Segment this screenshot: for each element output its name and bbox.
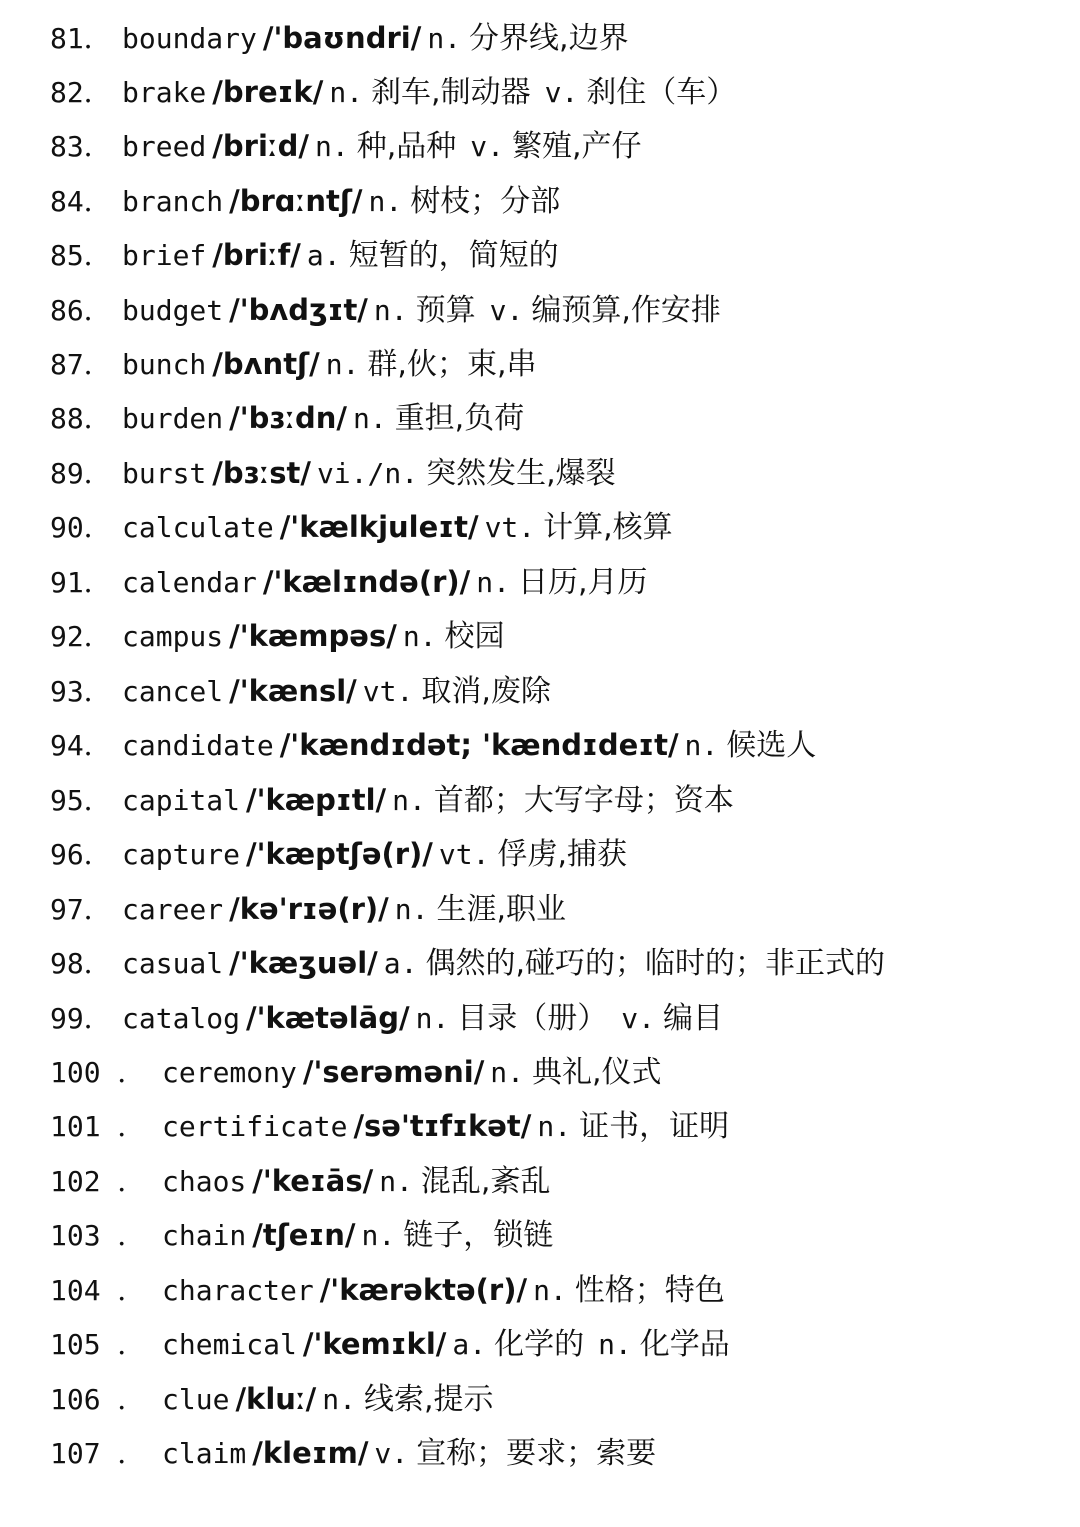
entry-phonetic: /'keɪās/ (252, 1164, 374, 1198)
entry-pos: n. (476, 566, 510, 599)
entry-number: 97． (50, 893, 112, 926)
entry-pos: n. (315, 130, 349, 163)
entry-word: claim (162, 1437, 247, 1470)
entry-number: 90． (50, 511, 112, 544)
vocab-entry-99 (50, 991, 737, 1045)
entry-phonetic: /'kætəlāg/ (246, 1001, 410, 1035)
entry-phonetic: /kə'rɪə(r)/ (229, 892, 389, 926)
entry-phonetic: /'bɜːdn/ (229, 401, 347, 435)
entry-number: 105 ． (50, 1328, 146, 1361)
entry-word: calendar (122, 566, 257, 599)
vocab-entry-91 (50, 555, 662, 609)
entry-meaning: 刹车,制动器 (371, 75, 531, 110)
entry-word: casual (122, 947, 224, 980)
entry-phonetic: /'kæʒuəl/ (229, 946, 378, 980)
entry-word: ceremony (162, 1056, 297, 1089)
vocab-entry-92 (50, 609, 519, 663)
entry-word: boundary (122, 22, 257, 55)
entry-word: certificate (162, 1110, 348, 1143)
entry-word: campus (122, 620, 224, 653)
entry-word: chemical (162, 1328, 297, 1361)
vocab-entry-96 (50, 827, 641, 881)
vocab-entry-85 (50, 228, 573, 282)
entry-meaning-2: 繁殖,产仔 (512, 129, 642, 164)
entry-phonetic: /kleɪm/ (252, 1436, 369, 1470)
vocab-entry-90 (50, 500, 687, 554)
vocab-entry-103 (50, 1208, 567, 1262)
entry-pos: n. (368, 185, 403, 218)
entry-pos: vt. (362, 675, 414, 708)
entry-number: 100 ． (50, 1056, 146, 1089)
entry-meaning-2: 化学品 (639, 1327, 730, 1362)
entry-phonetic: /'kæptʃə(r)/ (246, 837, 433, 871)
entry-pos: n. (322, 1383, 356, 1416)
entry-pos: n. (537, 1110, 572, 1143)
entry-phonetic: /'kænsl/ (229, 674, 357, 708)
entry-pos: n. (373, 294, 408, 327)
entry-number: 106 ． (50, 1383, 146, 1416)
vocab-entry-98 (50, 936, 899, 990)
entry-word: bunch (122, 348, 207, 381)
entry-meaning: 候选人 (726, 728, 817, 763)
entry-number: 98． (50, 947, 112, 980)
entry-number: 86． (50, 294, 112, 327)
entry-phonetic: /'kælkjuleɪt/ (279, 510, 479, 544)
entry-pos: n. (533, 1274, 567, 1307)
entry-number: 92． (50, 620, 112, 653)
entry-pos: a. (452, 1328, 487, 1361)
entry-number: 83． (50, 130, 112, 163)
entry-phonetic: /kluː/ (235, 1382, 317, 1416)
entry-pos: n. (415, 1002, 450, 1035)
entry-word: calculate (122, 511, 274, 544)
entry-meaning: 群,伙；束,串 (367, 347, 537, 382)
entry-meaning: 线索,提示 (363, 1382, 494, 1417)
entry-pos: n. (379, 1165, 413, 1198)
vocab-entry-87 (50, 337, 550, 391)
entry-pos: n. (402, 620, 437, 653)
vocab-entry-89 (50, 446, 630, 500)
vocab-entry-101 (50, 1099, 743, 1153)
entry-meaning: 典礼,仪式 (532, 1055, 662, 1090)
entry-phonetic: /brɑːntʃ/ (229, 184, 363, 218)
entry-pos-2: v. (621, 1002, 655, 1035)
entry-number: 95． (50, 784, 112, 817)
entry-number: 104 ． (50, 1274, 146, 1307)
entry-meaning-2: 编目 (663, 1001, 723, 1036)
vocab-entry-106 (50, 1372, 508, 1426)
entry-word: burst (122, 457, 207, 490)
entry-word: brief (122, 239, 207, 272)
vocab-entry-100 (50, 1045, 676, 1099)
vocab-entry-83 (50, 119, 656, 173)
vocab-entry-88 (50, 391, 538, 445)
entry-meaning: 目录（册） (457, 1001, 608, 1036)
entry-pos: n. (325, 348, 360, 381)
entry-meaning: 突然发生,爆裂 (426, 456, 616, 491)
entry-number: 96． (50, 838, 112, 871)
entry-number: 89． (50, 457, 112, 490)
entry-number: 81． (50, 22, 112, 55)
entry-meaning: 化学的 (494, 1327, 585, 1362)
entry-meaning: 宣称；要求；索要 (416, 1436, 657, 1471)
entry-meaning: 链子，锁链 (403, 1218, 554, 1253)
entry-phonetic: /briːf/ (212, 238, 301, 272)
entry-word: candidate (122, 729, 274, 762)
entry-number: 99． (50, 1002, 112, 1035)
entry-phonetic: /'kælɪndə(r)/ (262, 565, 471, 599)
entry-pos-2: v. (470, 130, 504, 163)
entry-word: budget (122, 294, 224, 327)
entry-pos: vi./n. (316, 457, 419, 490)
vocab-entry-97 (50, 882, 580, 936)
entry-phonetic: /bʌntʃ/ (212, 347, 320, 381)
entry-meaning: 偶然的,碰巧的；临时的；非正式的 (425, 946, 885, 981)
entry-meaning: 重担,负荷 (394, 401, 525, 436)
entry-number: 84． (50, 185, 112, 218)
entry-pos: n. (361, 1219, 396, 1252)
entry-number: 93． (50, 675, 112, 708)
entry-number: 85． (50, 239, 112, 272)
entry-word: clue (162, 1383, 230, 1416)
entry-pos-2: v. (544, 76, 579, 109)
entry-pos: n. (684, 729, 719, 762)
entry-meaning: 预算 (415, 293, 476, 328)
entry-word: capital (122, 784, 241, 817)
entry-number: 87． (50, 348, 112, 381)
entry-word: branch (122, 185, 224, 218)
entry-meaning: 短暂的，简短的 (348, 238, 559, 273)
vocab-entry-84 (50, 174, 574, 228)
entry-meaning: 首都；大写字母；资本 (433, 783, 734, 818)
entry-word: career (122, 893, 224, 926)
entry-pos-2: n. (598, 1328, 632, 1361)
entry-pos-2: v. (489, 294, 524, 327)
entry-word: catalog (122, 1002, 241, 1035)
entry-meaning: 分界线,边界 (469, 21, 629, 56)
entry-number: 107 ． (50, 1437, 146, 1470)
entry-meaning: 树枝；分部 (410, 184, 561, 219)
entry-phonetic: /'baʊndri/ (262, 21, 422, 55)
entry-meaning: 俘虏,捕获 (497, 837, 628, 872)
vocab-entry-102 (50, 1154, 564, 1208)
entry-word: burden (122, 402, 224, 435)
entry-word: chaos (162, 1165, 247, 1198)
vocab-entry-81 (50, 11, 643, 65)
vocab-entry-93 (50, 664, 565, 718)
entry-pos: a. (383, 947, 418, 980)
entry-number: 102 ． (50, 1165, 146, 1198)
entry-meaning: 证书，证明 (579, 1109, 730, 1144)
entry-pos: n. (392, 784, 426, 817)
entry-meaning-2: 编预算,作安排 (531, 293, 721, 328)
vocab-entry-107 (50, 1426, 670, 1480)
entry-word: cancel (122, 675, 224, 708)
entry-phonetic: /'kærəktə(r)/ (319, 1273, 528, 1307)
entry-phonetic: /'serəməni/ (302, 1055, 485, 1089)
entry-phonetic: /breɪk/ (212, 75, 324, 109)
entry-number: 82． (50, 76, 112, 109)
entry-phonetic: /briːd/ (212, 129, 310, 163)
vocab-entry-94 (50, 718, 830, 772)
entry-number: 94． (50, 729, 112, 762)
entry-number: 101 ． (50, 1110, 146, 1143)
entry-pos: v. (374, 1437, 409, 1470)
entry-pos: n. (352, 402, 387, 435)
entry-meaning: 种,品种 (356, 129, 457, 164)
entry-number: 88． (50, 402, 112, 435)
entry-word: capture (122, 838, 241, 871)
entry-phonetic: /'kemɪkl/ (302, 1327, 447, 1361)
entry-meaning: 计算,核算 (543, 510, 673, 545)
entry-pos: vt. (484, 511, 536, 544)
entry-phonetic: /'bʌdʒɪt/ (229, 293, 368, 327)
vocab-entry-105 (50, 1317, 744, 1371)
entry-phonetic: /tʃeɪn/ (252, 1218, 356, 1252)
entry-meaning: 混乱,紊乱 (420, 1164, 551, 1199)
entry-word: breed (122, 130, 207, 163)
entry-phonetic: /bɜːst/ (212, 456, 311, 490)
entry-meaning: 日历,月历 (517, 565, 648, 600)
entry-pos: n. (394, 893, 429, 926)
entry-meaning: 生涯,职业 (436, 892, 567, 927)
entry-pos: n. (427, 22, 462, 55)
entry-number: 91． (50, 566, 112, 599)
entry-meaning: 校园 (444, 619, 505, 654)
entry-word: brake (122, 76, 207, 109)
vocab-entry-95 (50, 773, 748, 827)
vocab-entry-82 (50, 65, 750, 119)
entry-pos: vt. (438, 838, 490, 871)
vocab-entry-104 (50, 1263, 739, 1317)
entry-meaning: 取消,废除 (421, 674, 551, 709)
entry-phonetic: /'kændɪdət; 'kændɪdeɪt/ (279, 728, 679, 762)
entry-phonetic: /'kæmpəs/ (229, 619, 397, 653)
entry-word: character (162, 1274, 314, 1307)
entry-pos: n. (490, 1056, 525, 1089)
entry-pos: n. (329, 76, 364, 109)
entry-meaning-2: 刹住（车） (586, 75, 737, 110)
entry-number: 103 ． (50, 1219, 146, 1252)
entry-pos: a. (306, 239, 341, 272)
vocab-entry-86 (50, 283, 735, 337)
entry-meaning: 性格；特色 (574, 1273, 725, 1308)
entry-phonetic: /'kæpɪtl/ (246, 783, 387, 817)
entry-word: chain (162, 1219, 247, 1252)
entry-phonetic: /sə'tɪfɪkət/ (353, 1109, 532, 1143)
